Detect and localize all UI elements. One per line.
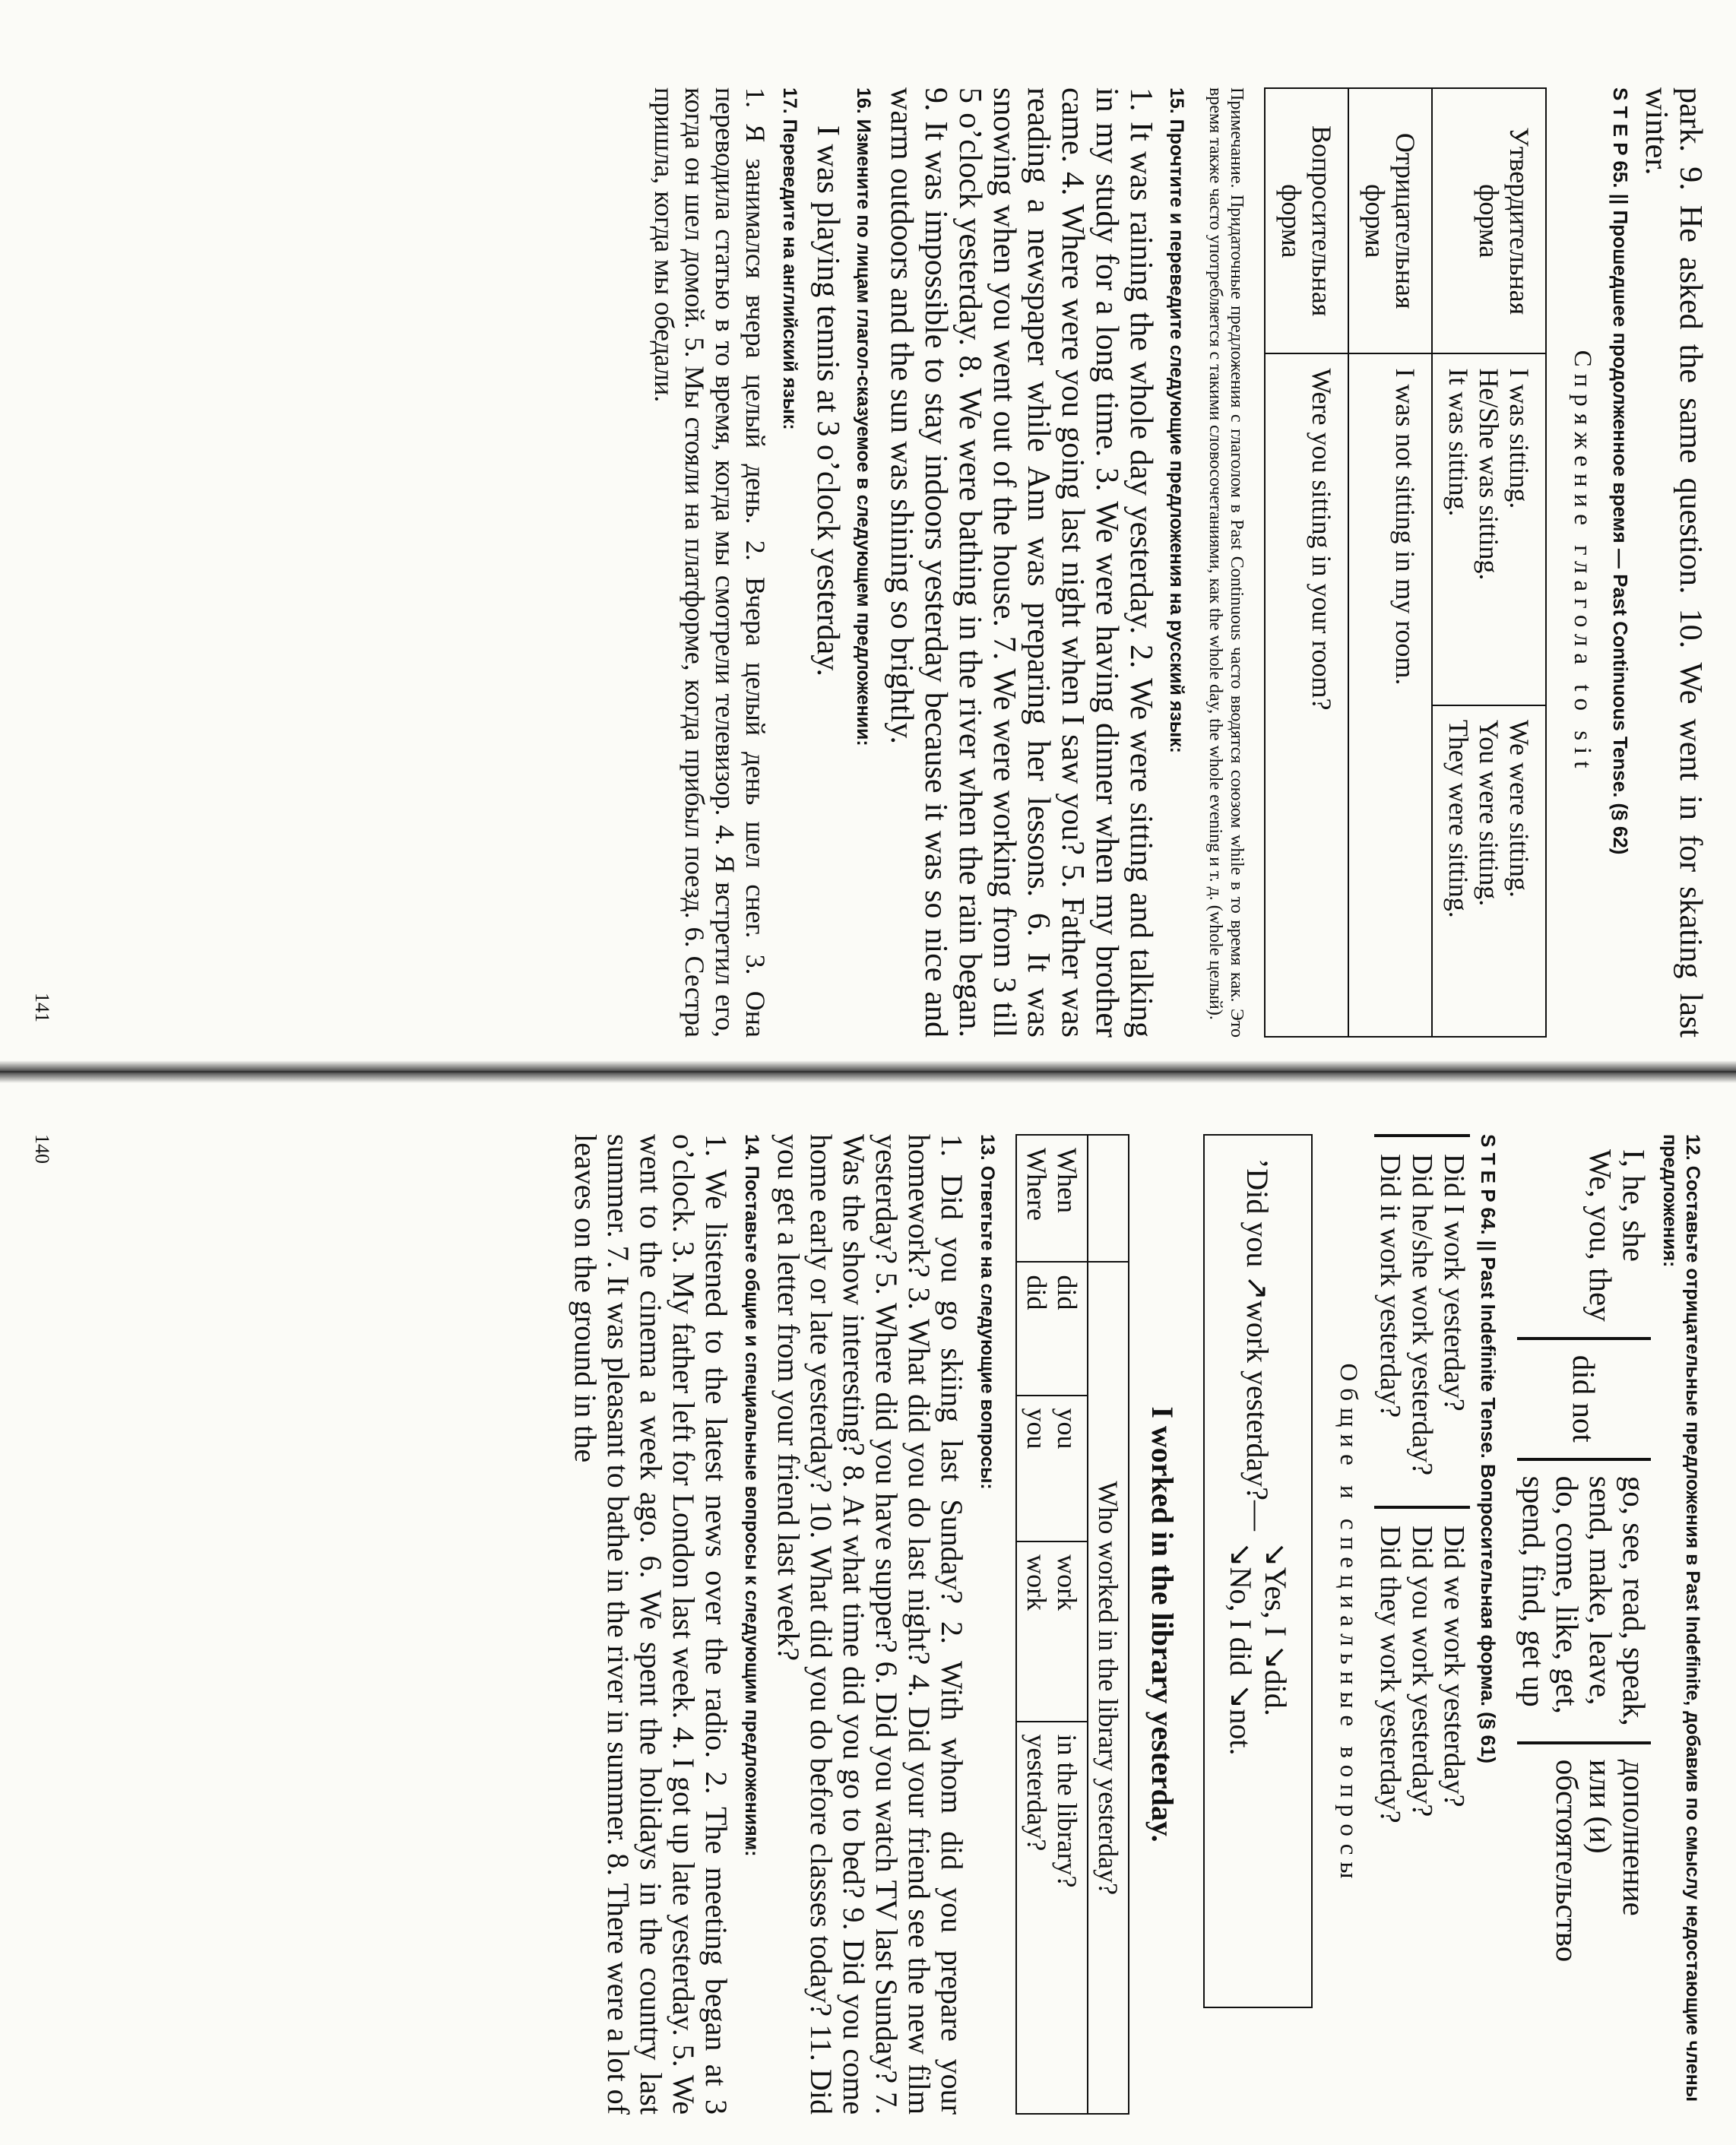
subjects [1517,1134,1651,1339]
verb-line: do, come, like, get, [1550,1475,1585,1714]
dialog-question: ’Did you ↗work yesterday?— [1240,1158,1275,1532]
table-row [1517,1134,1651,1977]
form-line: You were sitting. [1474,719,1504,907]
verb-line: spend, find, get up [1516,1475,1551,1707]
table-row [1088,1135,1129,2114]
page-number: 140 [31,1134,53,1164]
ex12-heading: 12. Составьте отрицательные предложения в Past Indefinite, добавив по смыслу недостающие члены предложения: [1659,1134,1703,2102]
who-question: Who worked in the library yesterday? [1088,1262,1129,2114]
questions-subheading: Общие и специальные вопросы [1335,1363,1362,1886]
ex17-heading: 17. Переведите на английский язык: [779,87,800,430]
form-line: I was sitting. [1504,368,1535,509]
questions-right [1374,1506,1470,1823]
singular-forms [1432,353,1546,705]
cell-line: Where [1022,1148,1052,1221]
auxiliary-cell [1016,1262,1088,1395]
form-line: He/She was sitting. [1474,368,1504,581]
table-row [1016,1135,1088,2114]
verb-line: send, make, leave, [1583,1475,1618,1706]
ex14-continuation: park. 9. He asked the same question. 10. We went in for skating last winter. [1639,87,1708,1038]
ex14-text: 1. We listened to the latest news over the radio. 2. The meeting began at 3 o’clock. 3. My father left for London last week. 4. I got up late yesterday. 5. We went to the cinema a week ago. 6. We spent the holidays in the country last summer. 7. It was pleasant to bathe in the river in summer. 8. There were a lot of leaves on the ground in the [569,1134,733,2115]
subject-line: I, he, she [1617,1149,1652,1263]
question-line: Did you work yesterday? [1406,1526,1438,1817]
cell-line: in the library? [1052,1734,1082,1888]
table-row [1348,88,1432,1037]
adverbial-cell [1016,1722,1088,2115]
step64-heading: S T E P 64. || Past Indefinite Tense. Вопросительная форма. (§ 61) [1477,1134,1500,1764]
ex15-text: 1. It was raining the whole day yesterday. 2. We were sitting and talking in my study for a long time. 3. We were having dinner when my brother came. 4. Where were you going last night when I saw you? 5. Father was reading a newspaper while Ann was preparing her lessons. 6. It was snowing when you went out of the house. 7. We were working from 3 till 5 o’clock yesterday. 8. We were bathing in the river when the rain began. 9. It was impossible to stay indoors yesterday because it was so nice and warm outdoors and the sun was shining so brightly. [884,87,1158,1038]
negative-form: I was not sitting in my room. [1348,353,1432,1037]
page-number: 141 [31,993,53,1022]
dialog-example [1203,1134,1313,2008]
subject-cell [1016,1396,1088,1542]
cell-line: did [1052,1275,1082,1310]
question-line: Did he/she work yesterday? [1406,1154,1438,1476]
complement-line: или (и) [1583,1759,1618,1854]
ex13-text: 1. Did you go skiing last Sunday? 2. With whom did you prepare your homework? 3. What did you do last night? 4. Did your friend see the new film yesterday? 5. Where did you have supper? 6. Did you watch TV last Sunday? 7. Was the show interesting? 8. At what time did you go to bed? 9. Did you come home early or late yesterday? 10. What did you do before classes today? 11. Did you get a letter from your friend last week? [771,1134,969,2115]
form-line: They were sitting. [1443,719,1474,918]
dialog-answer: ↘Yes, I ↘did. [1259,1541,1293,1716]
question-line: Did I work yesterday? [1438,1154,1470,1412]
plural-forms [1432,705,1546,1037]
row-label: Утвердительная форма [1432,88,1546,353]
cell-line: did [1022,1275,1052,1310]
complement-line: дополнение [1617,1759,1652,1916]
dialog-answers [1223,1541,1293,1755]
wh-words [1016,1135,1088,1262]
question-form: Were you sitting in your room? [1265,353,1348,1037]
verb-cell [1016,1541,1088,1721]
grammar-note: Примечание. Придаточные предложения с глаголом в Past Continuous часто вводятся союзом while в то время как. Это время также часто употребляется с такими словосочетаниями, как the whole day, the whole evening и т. д. (whole целый). [1205,87,1247,1038]
ex12-table [1517,1134,1651,1977]
ex16-text: I was playing tennis at 3 o’clock yesterday. [810,125,845,677]
page-141 [0,0,1736,1068]
question-forms [1374,1134,1470,2115]
subject-line: We, you, they [1583,1149,1618,1322]
table-row [1432,88,1546,1037]
page-140 [0,1077,1736,2145]
complement-line: обстоятельство [1550,1759,1585,1963]
example-headline: I worked in the library yesterday. [1145,1406,1180,1842]
step65-heading: S T E P 65. || Прошедшее продолженное время — Past Continuous Tense. (§ 62) [1609,87,1632,855]
ex15-heading: 15. Прочтите и переведите следующие предложения на русский язык: [1166,87,1187,753]
row-label: Отрицательная форма [1348,88,1432,353]
complements [1517,1743,1651,1977]
table-row [1265,88,1348,1037]
form-line: We were sitting. [1504,719,1535,898]
row-label: Вопросительная форма [1265,88,1348,353]
ex14-heading: 14. Поставьте общие и специальные вопросы к следующим предложениям: [741,1134,762,1857]
cell-line: you [1022,1408,1052,1450]
question-line: Did we work yesterday? [1438,1526,1470,1808]
form-line: It was sitting. [1443,368,1474,517]
dialog-answer: ↘No, I did ↘not. [1224,1541,1258,1756]
wh-question-table [1015,1134,1129,2115]
conjugation-table [1264,87,1547,1038]
ex16-heading: 16. Измените по лицам глагол-сказуемое в следующем предложении: [853,87,874,746]
question-line: Did they work yesterday? [1374,1526,1406,1823]
cell-line: you [1052,1408,1082,1450]
questions-left [1374,1134,1470,1475]
ex13-heading: 13. Ответьте на следующие вопросы: [977,1134,998,1490]
auxiliary: did not [1517,1339,1651,1459]
conjugation-subheading: Спряжение глагола to sit [1569,350,1596,775]
cell-line: work [1052,1554,1082,1611]
verbs [1517,1459,1651,1743]
cell-line: yesterday? [1022,1734,1052,1852]
question-line: Did it work yesterday? [1374,1154,1406,1418]
ex17-text: 1. Я занимался вчера целый день. 2. Вчера целый день шел снег. 3. Она переводила статью в то время, когда мы смотрели телевизор. 4. Я встретил его, когда он шел домой. 5. Мы стояли на платформе, когда прибыл поезд. 6. Сестра пришла, когда мы обедали. [649,87,771,1038]
verb-line: go, see, read, speak, [1617,1475,1652,1726]
cell-line: When [1052,1148,1082,1213]
cell-line: work [1022,1554,1052,1611]
